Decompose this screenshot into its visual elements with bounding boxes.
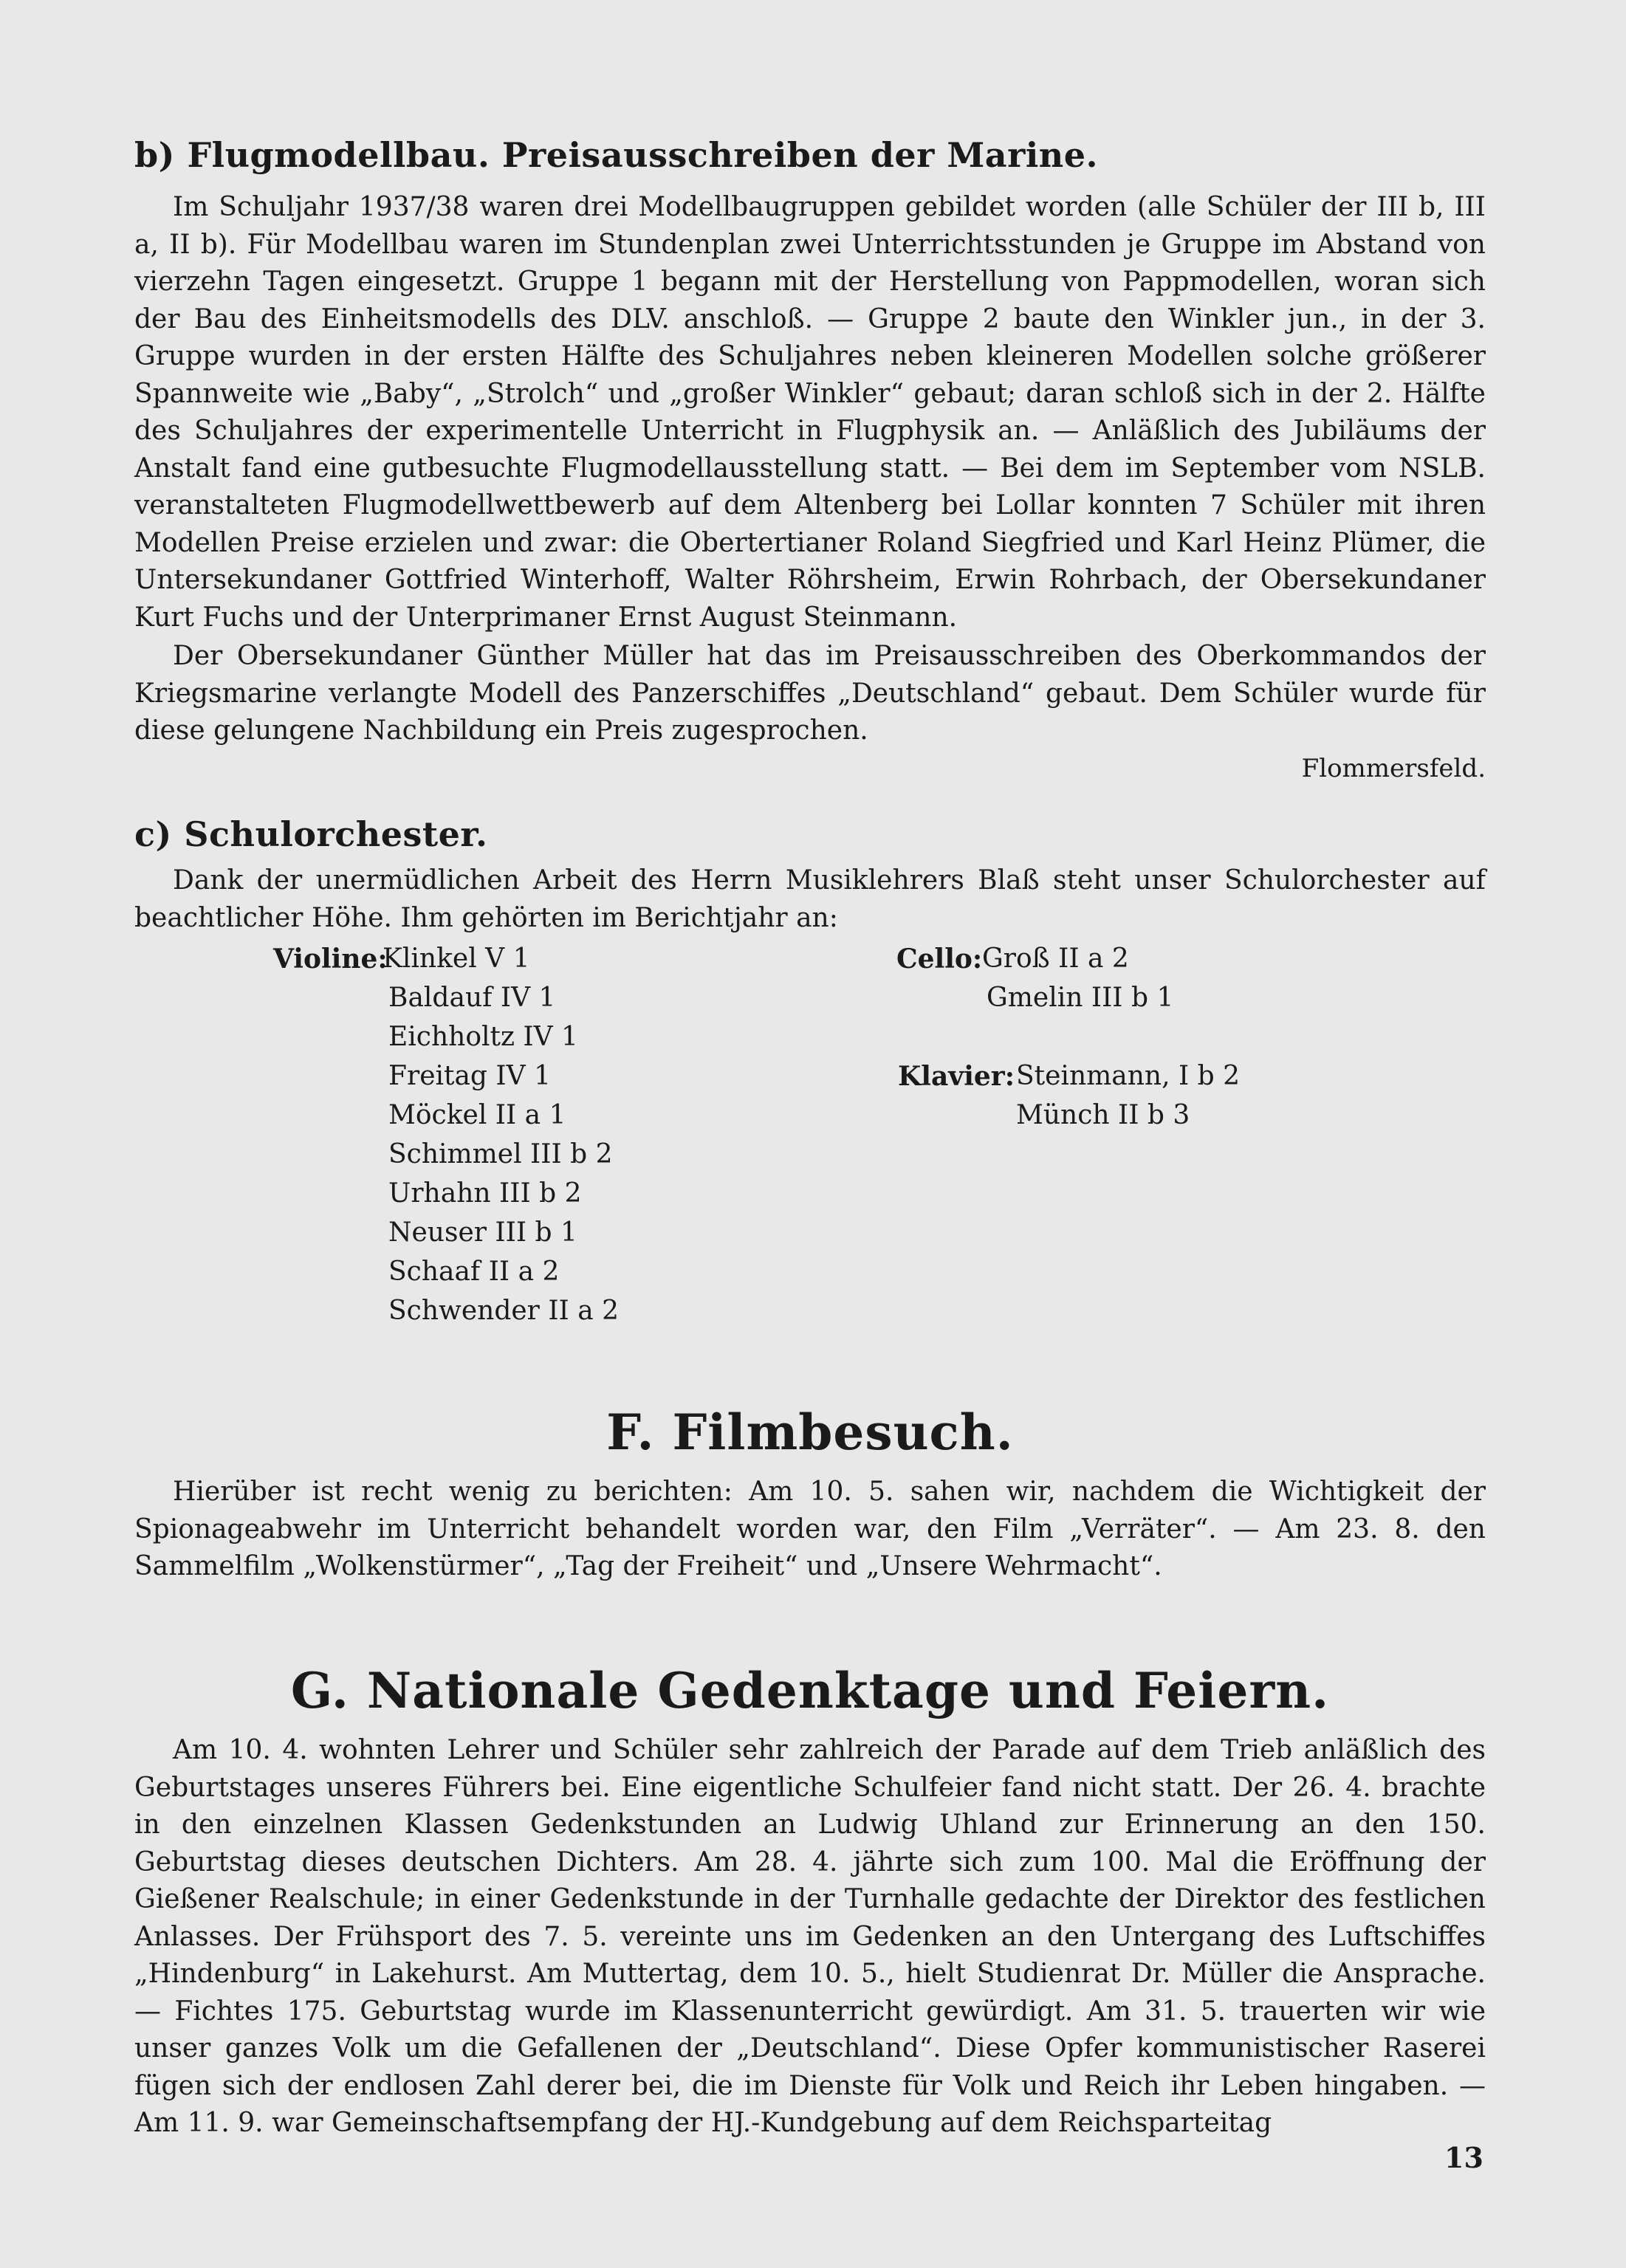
cello-member: Gmelin III b 1 <box>987 983 1174 1013</box>
orchestra-intro: Dank der unermüdlichen Arbeit des Herrn Musiklehrers Blaß steht unser Schulorchester auf beachtlicher Höhe. Ihm gehörten im Berichtjahr an: <box>134 865 1486 933</box>
violine-member: Eichholtz IV 1 <box>388 1022 578 1052</box>
section-b-paragraph-2: Der Obersekundaner Günther Müller hat das im Preisausschreiben des Oberkommandos der Kriegsmarine verlangte Modell des Panzerschiffes „Deutschland“ gebaut. Dem Schüler wurde für diese gelungene Nachbildung ein Preis zugesprochen. <box>134 641 1486 746</box>
violine-member: Baldauf IV 1 <box>388 983 556 1013</box>
violine-member: Möckel II a 1 <box>388 1100 566 1130</box>
section-g-text: Am 10. 4. wohnten Lehrer und Schüler sehr zahlreich der Parade auf dem Trieb anläßlich des Geburtstages unseres Führers bei. Eine eigentliche Schulfeier fand nicht statt. Der 26. 4. brachte in den einzelnen Klassen Gedenkstunden an Ludwig Uhland zur Erinnerung an den 150. Geburtstag dieses deutschen Dichters. Am 28. 4. jährte sich zum 100. Mal die Eröffnung der Gießener Realschule; in einer Gedenkstunde in der Turnhalle gedachte der Direktor des festlichen Anlasses. Der Frühsport des 7. 5. vereinte uns im Gedenken an den Untergang des Luftschiffes „Hindenburg“ in Lakehurst. Am Muttertag, dem 10. 5., hielt Studienrat Dr. Müller die Ansprache. — Fichtes 175. Geburtstag wurde im Klassenunterricht gewürdigt. Am 31. 5. trauerten wir wie unser ganzes Volk um die Gefallenen der „Deutschland“. Diese Opfer kommunistischer Raserei fügen sich der endlosen Zahl derer bei, die im Dienste für Volk und Reich ihr Leben hingaben. — Am 11. 9. war Gemeinschaftsempfang der HJ.-Kundgebung auf dem Reichsparteitag <box>134 1735 1486 2138</box>
klavier-label: Klavier: <box>898 1061 1015 1092</box>
section-b <box>134 133 1486 787</box>
violine-member: Freitag IV 1 <box>388 1061 551 1091</box>
section-b-heading: b) Flugmodellbau. Preisausschreiben der Marine. <box>134 135 1099 175</box>
section-f <box>134 1401 1486 1586</box>
cello-label: Cello: <box>896 944 983 975</box>
section-f-text: Hierüber ist recht wenig zu berichten: Am 10. 5. sahen wir, nachdem die Wichtigkeit der Spionageabwehr im Unterricht behandelt worden war, den Film „Verräter“. — Am 23. 8. den Sammelfilm „Wolkenstürmer“, „Tag der Freiheit“ und „Unsere Wehrmacht“. <box>134 1477 1486 1581</box>
violine-member: Schaaf II a 2 <box>388 1257 560 1287</box>
page-number: 13 <box>1444 2141 1483 2174</box>
section-c <box>134 812 1486 937</box>
section-g <box>134 1660 1486 2142</box>
cello-member: Groß II a 2 <box>982 944 1129 974</box>
violine-member: Urhahn III b 2 <box>388 1178 582 1209</box>
klavier-member: Münch II b 3 <box>1016 1100 1190 1130</box>
section-c-heading: c) Schulorchester. <box>134 814 488 854</box>
violine-member: Schwender II a 2 <box>388 1296 620 1326</box>
klavier-member: Steinmann, I b 2 <box>1016 1061 1241 1091</box>
section-g-heading: G. Nationale Gedenktage und Feiern. <box>290 1662 1330 1719</box>
violine-member: Neuser III b 1 <box>388 1217 577 1248</box>
violine-label: Violine: <box>273 944 388 975</box>
violine-member: Schimmel III b 2 <box>388 1139 613 1169</box>
section-b-paragraph-1: Im Schuljahr 1937/38 waren drei Modellbaugruppen gebildet worden (alle Schüler der III b, III a, II b). Für Modellbau waren im Stundenplan zwei Unterrichtsstunden je Gruppe im Abstand von vierzehn Tagen eingesetzt. Gruppe 1 begann mit der Herstellung von Pappmodellen, woran sich der Bau des Einheitsmodells des DLV. anschloß. — Gruppe 2 baute den Winkler jun., in der 3. Gruppe wurden in der ersten Hälfte des Schuljahres neben kleineren Modellen solche größerer Spannweite wie „Baby“, „Strolch“ und „großer Winkler“ gebaut; daran schloß sich in der 2. Hälfte des Schuljahres der experimentelle Unterricht in Flugphysik an. — Anläßlich des Jubiläums der Anstalt fand eine gutbesuchte Flugmodellausstellung statt. — Bei dem im September vom NSLB. veranstalteten Flugmodellwettbewerb auf dem Altenberg bei Lollar konnten 7 Schüler mit ihren Modellen Preise erzielen und zwar: die Obertertianer Roland Siegfried und Karl Heinz Plümer, die Untersekundaner Gottfried Winterhoff, Walter Röhrsheim, Erwin Rohrbach, der Obersekundaner Kurt Fuchs und der Unterprimaner Ernst August Steinmann. <box>134 192 1486 633</box>
section-f-heading: F. Filmbesuch. <box>606 1403 1014 1461</box>
violine-member: Klinkel V 1 <box>383 944 530 974</box>
signature: Flommersfeld. <box>1301 753 1486 783</box>
